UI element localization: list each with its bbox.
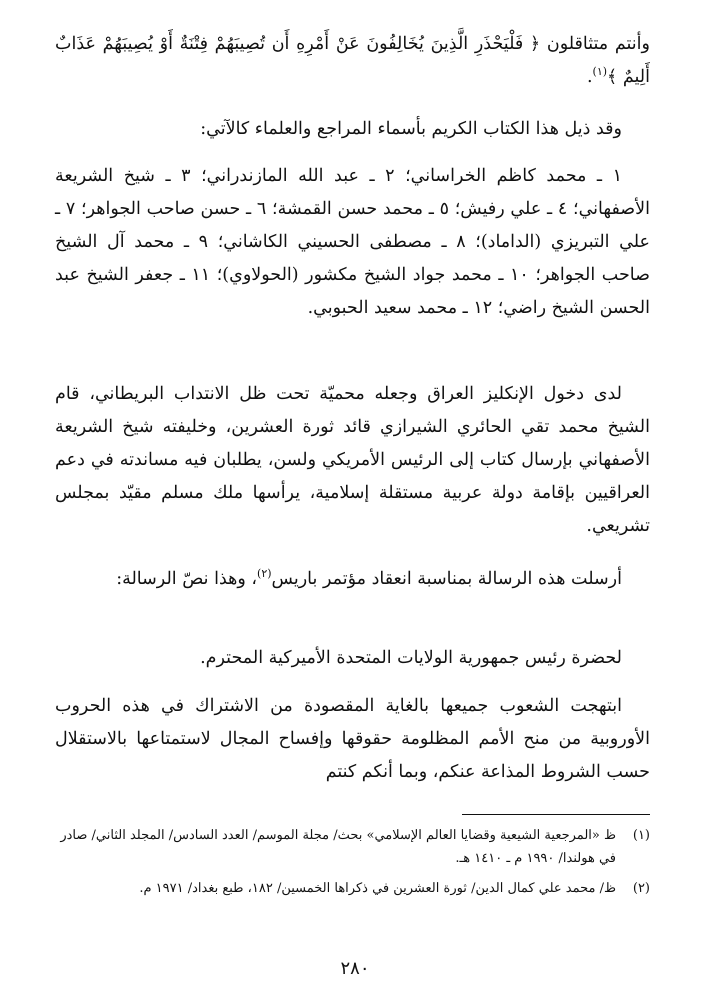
footnote-2-text: ظ/ محمد علي كمال الدين/ ثورة العشرين في ذكراها الخمسين/ ١٨٢، طبع بغداد/ ١٩٧١ م. bbox=[139, 881, 616, 896]
paragraph-quran-quote bbox=[55, 28, 650, 94]
quran-verse-text: وأنتم متثاقلون ﴿ فَلْيَحْذَرِ الَّذِينَ يُخَالِفُونَ عَنْ أَمْرِهِ أَن تُصِيبَهُمْ فِتْنَةٌ أَوْ يُصِيبَهُمْ عَذَابٌ أَلِيمٌ ﴾ bbox=[55, 34, 650, 87]
footnote-ref-1: (١) bbox=[592, 65, 608, 79]
footnote-separator bbox=[462, 814, 650, 815]
footnote-1-text: ظ «المرجعية الشيعية وقضايا العالم الإسلامي» بحث/ مجلة الموسم/ العدد السادس/ المجلد الثاني/ صادر في هولندا/ ١٩٩٠ م ـ ١٤١٠ هـ. bbox=[60, 828, 616, 866]
sentence-end: . bbox=[586, 67, 593, 87]
paragraph-signatory-list: ١ ـ محمد كاظم الخراساني؛ ٢ ـ عبد الله المازندراني؛ ٣ ـ شيخ الشريعة الأصفهاني؛ ٤ ـ علي رفيش؛ ٥ ـ محمد حسن القمشة؛ ٦ ـ حسن صاحب الجواهر؛ ٧ ـ علي التبريزي (الداماد)؛ ٨ ـ مصطفى الحسيني الكاشاني؛ ٩ ـ محمد آل الشيخ صاحب الجواهر؛ ١٠ ـ محمد جواد الشيخ مكشور (الحولاوي)؛ ١١ ـ جعفر الشيخ عبد الحسن الشيخ راضي؛ ١٢ ـ محمد سعيد الحبوبي. bbox=[55, 166, 650, 318]
paragraph-intro-signatories: وقد ذيل هذا الكتاب الكريم بأسماء المراجع والعلماء كالآتي: bbox=[200, 119, 622, 139]
footnote-2-number: (٢) bbox=[632, 881, 650, 896]
occasion-text-after: ، وهذا نصّ الرسالة: bbox=[116, 569, 258, 589]
footnote-1 bbox=[55, 824, 650, 870]
occasion-text-before: أرسلت هذه الرسالة بمناسبة انعقاد مؤتمر باريس bbox=[271, 569, 622, 589]
footnote-ref-2: (٢) bbox=[257, 567, 272, 581]
paragraph-historical-context: لدى دخول الإنكليز العراق وجعله محميّة تحت ظل الانتداب البريطاني، قام الشيخ محمد تقي الحائري الشيرازي قائد ثورة العشرين، وخليفته شيخ الشريعة الأصفهاني بإرسال كتاب إلى الرئيس الأمريكي ولسن، يطلبان فيه مساندته في دعم العراقيين بإقامة دولة عربية مستقلة إسلامية، يرأسها ملك مسلم مقيّد بمجلس تشريعي. bbox=[55, 384, 650, 536]
paragraph-letter-occasion bbox=[55, 563, 650, 596]
letter-salutation: لحضرة رئيس جمهورية الولايات المتحدة الأميركية المحترم. bbox=[200, 648, 622, 668]
page-number: ٢٨٠ bbox=[340, 958, 370, 979]
footnote-2 bbox=[55, 877, 650, 900]
footnote-1-number: (١) bbox=[632, 828, 650, 843]
letter-body-paragraph: ابتهجت الشعوب جميعها بالغاية المقصودة من الاشتراك في هذه الحروب الأوروبية من منح الأمم المظلومة حقوقها وإفساح المجال لاستمتاعها بالاستقلال حسب الشروط المذاعة عنكم، وبما أنكم كنتم bbox=[55, 696, 650, 782]
